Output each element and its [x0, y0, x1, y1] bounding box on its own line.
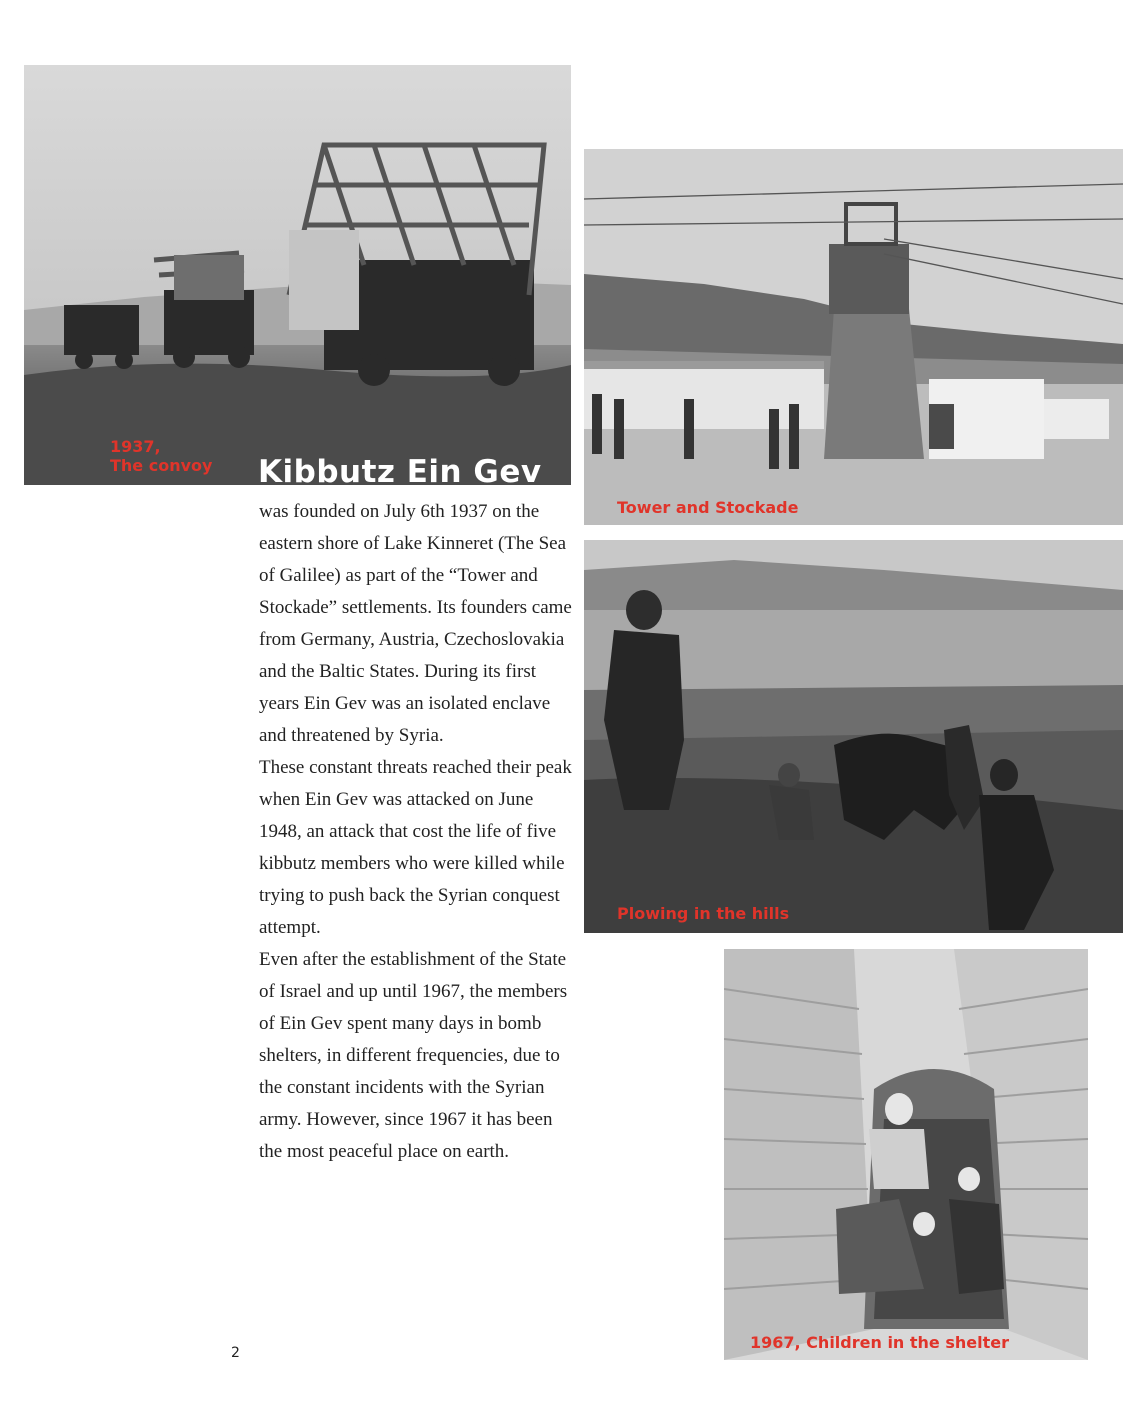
photo-plowing: [584, 540, 1123, 933]
body-paragraph-2: These constant threats reached their peak when Ein Gev was attacked on June 1948, an attack that cost the life of five kibbutz members who were killed while trying to push back the Syrian conquest attempt.: [259, 757, 572, 938]
caption-shelter: 1967, Children in the shelter: [750, 1333, 1009, 1352]
convoy-image: [24, 65, 571, 485]
photo-convoy: [24, 65, 571, 485]
page-title: Kibbutz Ein Gev: [258, 454, 542, 490]
body-paragraph-1: was founded on July 6th 1937 on the eastern shore of Lake Kinneret (The Sea of Galilee) as part of the “Tower and Stockade” settlements. Its founders came from Germany, Austria, Czechoslovakia and the Baltic States. During its first years Ein Gev was an isolated enclave and threatened by Syria.: [259, 501, 572, 746]
tower-image: [584, 149, 1123, 525]
caption-convoy: [110, 437, 212, 475]
caption-plowing: Plowing in the hills: [617, 904, 790, 923]
caption-convoy-line2: The convoy: [110, 456, 213, 475]
plowing-image: [584, 540, 1123, 933]
photo-shelter: [724, 949, 1088, 1360]
caption-tower: Tower and Stockade: [617, 498, 799, 517]
article-body: [259, 496, 579, 1168]
body-paragraph-3: Even after the establishment of the State of Israel and up until 1967, the members of Ein Gev spent many days in bomb shelters, in different frequencies, due to the constant incidents with the Syrian army. However, since 1967 it has been the most peaceful place on earth.: [259, 949, 568, 1162]
shelter-image: [724, 949, 1088, 1360]
caption-convoy-line1: 1937,: [110, 437, 161, 456]
page-number: 2: [231, 1345, 240, 1361]
photo-tower-and-stockade: [584, 149, 1123, 525]
